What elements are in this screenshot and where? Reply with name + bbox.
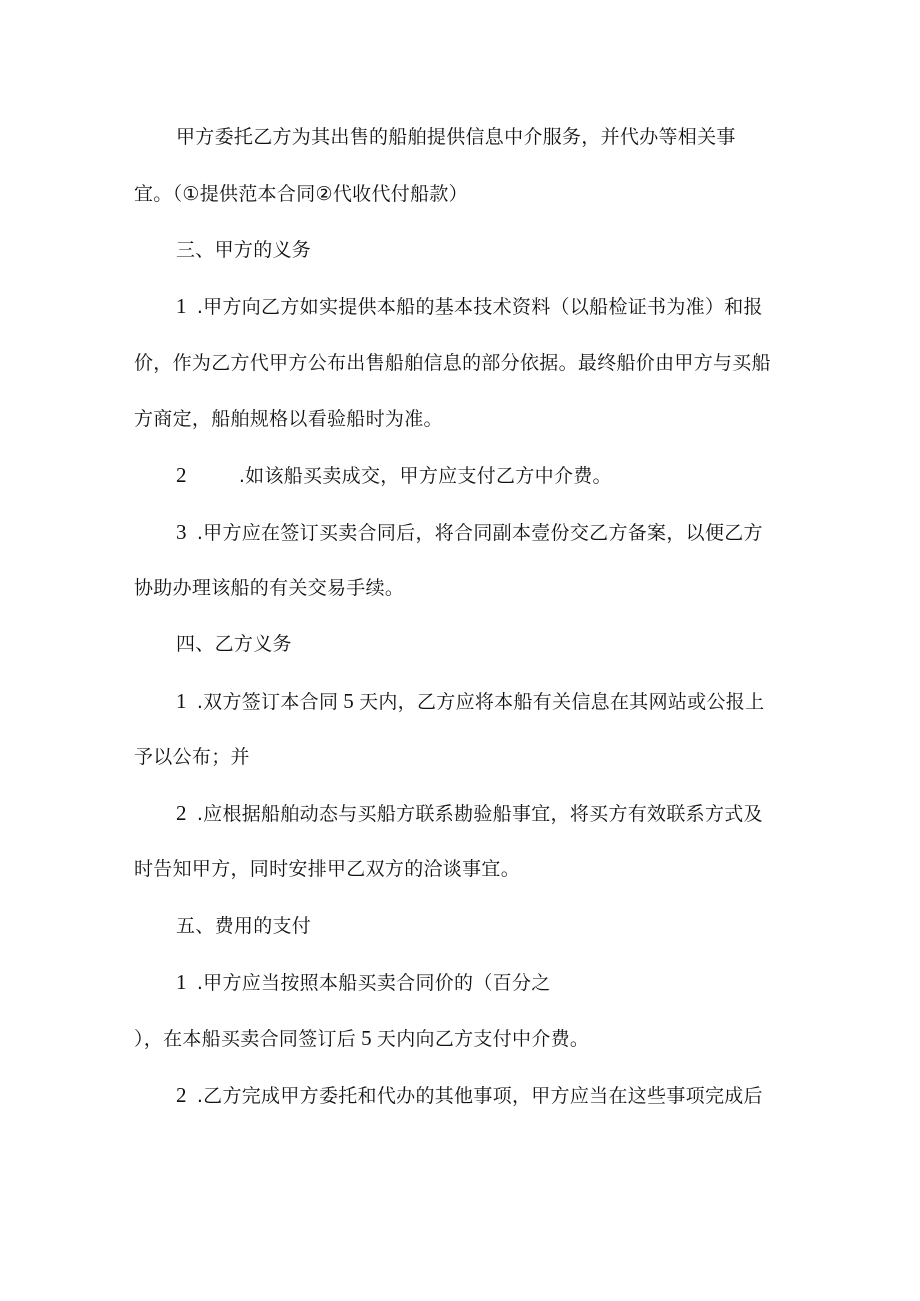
paragraph-line [134, 406, 443, 432]
line-text: 协助办理该船的有关交易手续。 [134, 577, 405, 599]
clause-text: 天内，乙方应将本船有关信息在其网站或公报上 [359, 691, 765, 713]
paragraph-line [134, 181, 468, 207]
clause-line [176, 462, 612, 489]
clause-number: 1 [176, 689, 187, 713]
clause-line [176, 800, 763, 827]
clause-text: .如该船买卖成交，甲方应支付乙方中介费。 [238, 465, 612, 487]
clause-text: .双方签订本合同 [196, 691, 339, 713]
inline-number: 5 [361, 1026, 372, 1050]
line-text: 予以公布；并 [134, 746, 250, 768]
paragraph-line [134, 1025, 589, 1052]
clause-number: 2 [176, 463, 187, 487]
paragraph-line [134, 744, 250, 770]
clause-line [176, 688, 764, 715]
line-text: 天内向乙方支付中介费。 [376, 1028, 590, 1050]
clause-line [176, 293, 763, 320]
line-text: 价，作为乙方代甲方公布出售船舶信息的部分依据。最终船价由甲方与买船 [134, 352, 771, 374]
clause-line [176, 969, 551, 996]
line-text: 甲方委托乙方为其出售的船舶提供信息中介服务，并代办等相关事 [176, 126, 736, 148]
clause-number: 2 [176, 1083, 187, 1107]
clause-number: 1 [176, 970, 187, 994]
paragraph-line [176, 124, 736, 150]
line-text: ），在本船买卖合同签订后 [134, 1028, 357, 1050]
clause-text: .甲方应在签订买卖合同后，将合同副本壹份交乙方备案，以便乙方 [196, 522, 763, 544]
paragraph-line [134, 575, 404, 601]
clause-text: .应根据船舶动态与买船方联系勘验船事宜，将买方有效联系方式及 [196, 803, 763, 825]
paragraph-line [134, 350, 771, 376]
clause-line [176, 519, 763, 546]
line-text: 宜。（①提供范本合同②代收代付船款） [134, 183, 468, 205]
line-text: 方商定，船舶规格以看验船时为准。 [134, 408, 443, 430]
clause-text: .甲方向乙方如实提供本船的基本技术资料（以船检证书为准）和报 [196, 296, 763, 318]
line-text: 时告知甲方，同时安排甲乙双方的洽谈事宜。 [134, 858, 521, 880]
paragraph-line [134, 856, 520, 882]
clause-text: .甲方应当按照本船买卖合同价的（百分之 [196, 972, 551, 994]
section-heading [176, 913, 311, 939]
clause-line [176, 1082, 763, 1109]
heading-text: 五、费用的支付 [176, 915, 312, 937]
section-heading [176, 631, 292, 657]
inline-number: 5 [343, 689, 355, 713]
section-heading [176, 237, 311, 263]
clause-number: 2 [176, 801, 187, 825]
heading-text: 四、乙方义务 [176, 633, 292, 655]
clause-number: 1 [176, 294, 187, 318]
clause-number: 3 [176, 520, 187, 544]
heading-text: 三、甲方的义务 [176, 239, 312, 261]
clause-text: .乙方完成甲方委托和代办的其他事项，甲方应当在这些事项完成后 [196, 1085, 763, 1107]
